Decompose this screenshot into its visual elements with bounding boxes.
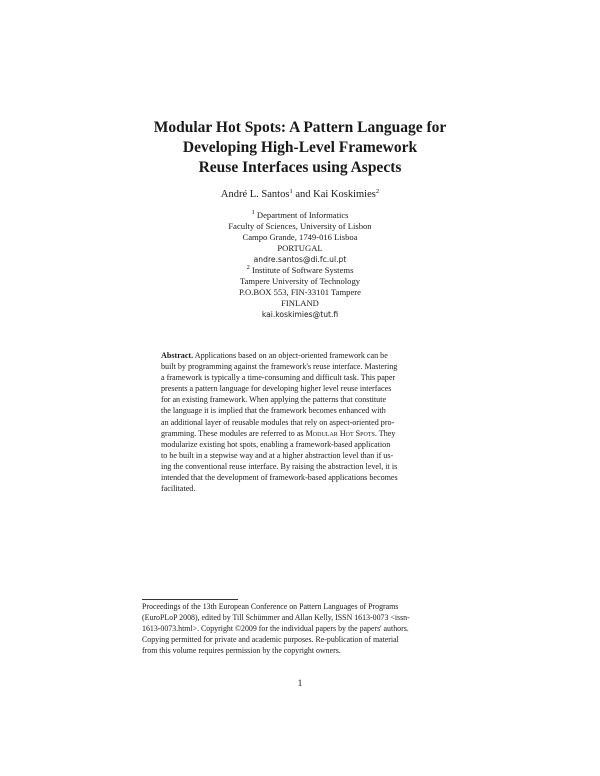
affiliation-faculty: Faculty of Sciences, University of Lisbon	[228, 221, 372, 231]
author-email: kai.koskimies@tut.fi	[261, 310, 339, 319]
author-name: André L. Santos	[220, 189, 290, 200]
abstract-line: to be built in a stepwise way and at a higher abstraction level than if us-	[161, 450, 394, 460]
footnote-line: from this volume requires permission by the copyright owners.	[142, 645, 341, 655]
abstract-line: intended that the development of framework-based applications becomes	[161, 473, 398, 483]
title-line-1: Modular Hot Spots: A Pattern Language for	[153, 119, 447, 136]
affiliation-mark: 1	[251, 209, 255, 216]
author-line	[60, 189, 540, 200]
title-line-2: Developing High-Level Framework	[182, 139, 418, 156]
affiliation-address: Campo Grande, 1749-016 Lisboa	[242, 232, 358, 242]
abstract-line: facilitated.	[161, 484, 196, 494]
affiliation-mark: 2	[246, 264, 250, 271]
paper-title	[60, 118, 540, 178]
term-modular-hot-spots: Modular Hot Spots	[305, 428, 375, 438]
author-affiliation-mark: 1	[289, 188, 293, 195]
footnote-line: Copying permitted for private and academic purposes. Re-publication of material	[142, 634, 399, 644]
affiliation-dept: $^2$ Institute of Software Systems	[246, 264, 354, 275]
abstract-line: a framework is typically a time-consuming and difficult task. This paper	[161, 373, 396, 383]
abstract-line: the language it is implied that the framework becomes enhanced with	[161, 406, 386, 416]
footnote	[142, 602, 462, 657]
author-conjunction: and	[295, 189, 311, 200]
abstract-line: Abstract. Applications based on an object-oriented framework can be	[161, 351, 388, 360]
abstract	[161, 350, 459, 494]
footnote-line: Proceedings of the 13th European Conference on Pattern Languages of Programs	[142, 602, 399, 611]
affiliation-faculty: Tampere University of Technology	[239, 276, 361, 286]
abstract-line: gramming. These modules are referred to as Modular Hot Spots. They	[161, 428, 396, 438]
affiliations	[60, 210, 540, 320]
footnote-line: 1613-0073.html>. Copyright ©2009 for the individual papers by the papers' authors.	[142, 623, 409, 633]
affiliation-dept: $^1$ Department of Informatics	[251, 209, 349, 220]
abstract-line: an additional layer of reusable modules that rely on aspect-oriented pro-	[161, 417, 395, 427]
abstract-line: presents a pattern language for developing higher level reuse interfaces	[161, 384, 392, 394]
abstract-line: for an existing framework. When applying the patterns that constitute	[161, 395, 387, 405]
abstract-line: built by programming against the framework's reuse interface. Mastering	[161, 362, 398, 372]
footnote-rule	[142, 599, 238, 600]
abstract-line: modularize existing hot spots, enabling a framework-based application	[161, 439, 391, 449]
author-affiliation-mark: 2	[375, 188, 380, 195]
author-name: Kai Koskimies	[313, 189, 376, 200]
page-number: 1	[297, 679, 303, 689]
abstract-line: ing the conventional reuse interface. By raising the abstraction level, it is	[161, 461, 398, 471]
copyright-symbol: ©	[235, 623, 242, 633]
affiliation-address: P.O.BOX 553, FIN-33101 Tampere	[239, 287, 361, 297]
footnote-line: (EuroPLoP 2008), edited by Till Schümmer and Allan Kelly, ISSN 1613-0073 <issn-	[142, 612, 410, 622]
title-line-3: Reuse Interfaces using Aspects	[198, 159, 402, 176]
affiliation-country: PORTUGAL	[277, 243, 323, 253]
abstract-label: Abstract.	[161, 351, 194, 360]
author-email: andre.santos@di.fc.ul.pt	[253, 255, 347, 264]
affiliation-country: FINLAND	[281, 298, 319, 308]
